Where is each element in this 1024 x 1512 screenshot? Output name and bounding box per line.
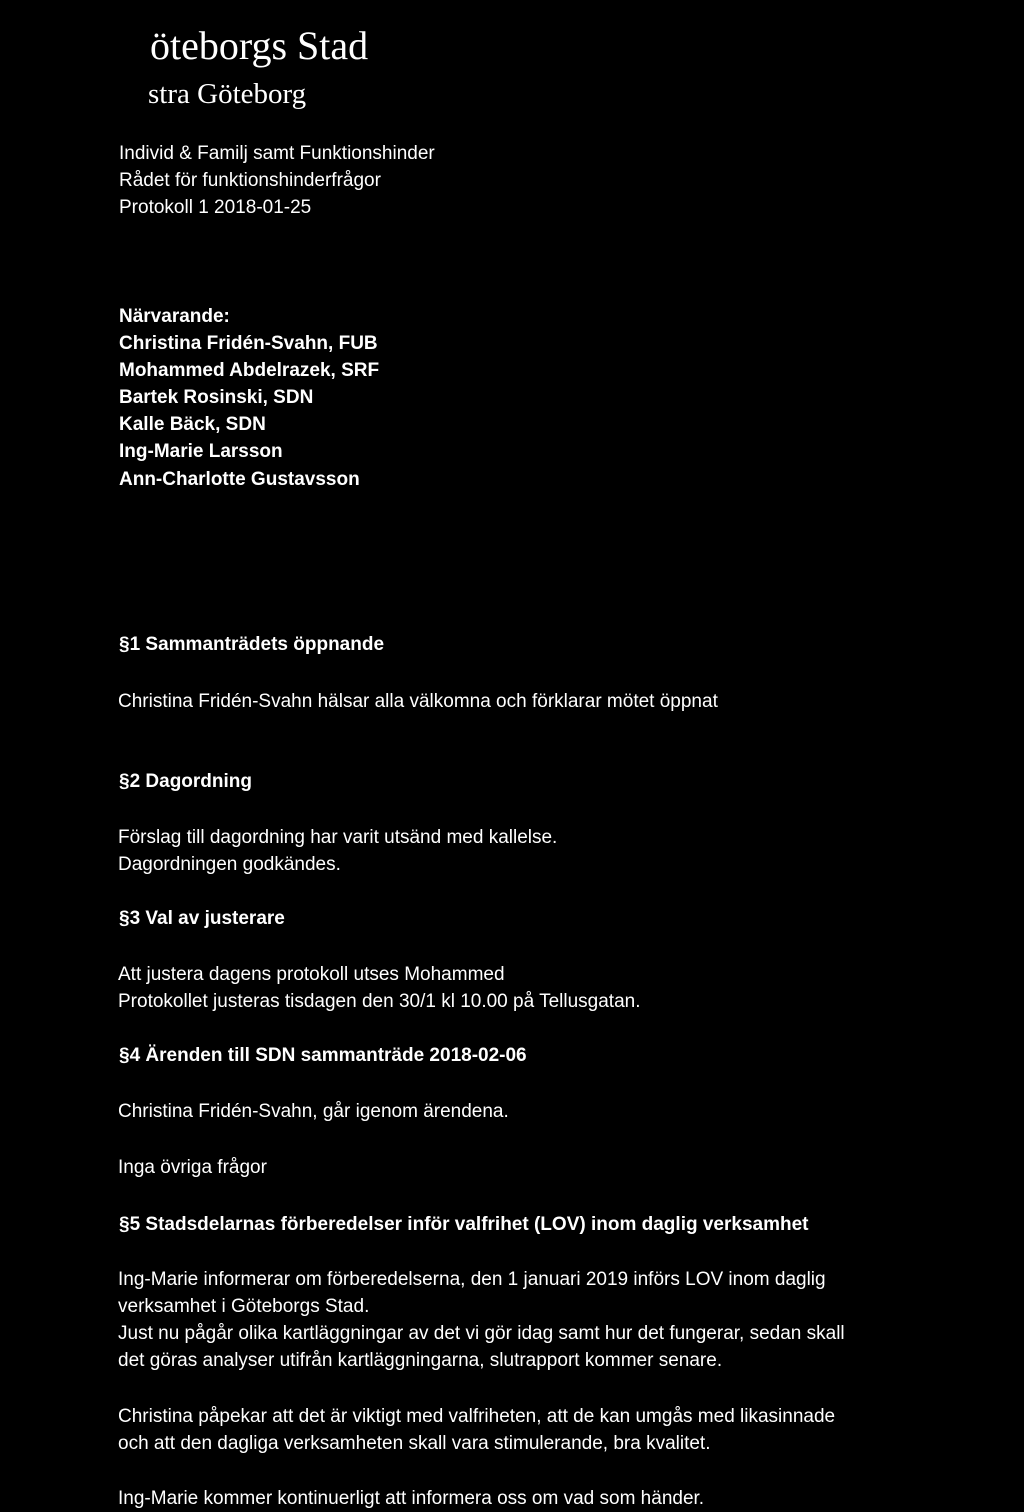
attendees-heading: Närvarande: — [119, 306, 230, 327]
logo-district-name: stra Göteborg — [148, 78, 307, 110]
section-3-text: Att justera dagens protokoll utses Mohammed — [118, 964, 505, 985]
section-1-text: Christina Fridén-Svahn hälsar alla välkomna och förklarar mötet öppnat — [118, 691, 718, 712]
section-5-text: det göras analyser utifrån kartläggningarna, slutrapport kommer senare. — [118, 1350, 723, 1371]
section-3-heading: §3 Val av justerare — [119, 908, 285, 929]
attendee-item: Christina Fridén-Svahn, FUB — [119, 333, 378, 354]
logo-city-name: öteborgs Stad — [150, 23, 369, 68]
section-5-text: Ing-Marie informerar om förberedelserna, den 1 januari 2019 införs LOV inom daglig — [118, 1269, 826, 1290]
section-2-heading: §2 Dagordning — [119, 771, 253, 792]
section-1-heading: §1 Sammanträdets öppnande — [119, 634, 385, 655]
attendee-item: Ing-Marie Larsson — [119, 441, 283, 462]
attendee-item: Mohammed Abdelrazek, SRF — [119, 360, 380, 381]
section-4-text: Inga övriga frågor — [118, 1157, 267, 1178]
section-2-text: Förslag till dagordning har varit utsänd med kallelse. — [118, 827, 558, 848]
attendee-item: Kalle Bäck, SDN — [119, 414, 266, 435]
section-5-heading: §5 Stadsdelarnas förberedelser inför valfrihet (LOV) inom daglig verksamhet — [119, 1214, 809, 1235]
attendee-item: Ann-Charlotte Gustavsson — [119, 469, 360, 490]
department-title: Individ & Familj samt Funktionshinder — [119, 143, 435, 164]
section-4-text: Christina Fridén-Svahn, går igenom ärendena. — [118, 1101, 509, 1122]
section-3-text: Protokollet justeras tisdagen den 30/1 kl 10.00 på Tellusgatan. — [118, 991, 641, 1012]
section-5-text: Just nu pågår olika kartläggningar av det vi gör idag samt hur det fungerar, sedan skall — [118, 1323, 845, 1344]
section-5-text: verksamhet i Göteborgs Stad. — [118, 1296, 370, 1317]
section-5-text: Ing-Marie kommer kontinuerligt att informera oss om vad som händer. — [118, 1488, 705, 1509]
section-4-heading: §4 Ärenden till SDN sammanträde 2018-02-06 — [119, 1045, 527, 1066]
section-2-text: Dagordningen godkändes. — [118, 854, 341, 875]
attendee-item: Bartek Rosinski, SDN — [119, 387, 314, 408]
council-title: Rådet för funktionshinderfrågor — [119, 170, 381, 191]
protocol-title: Protokoll 1 2018-01-25 — [119, 197, 312, 218]
section-5-text: och att den dagliga verksamheten skall vara stimulerande, bra kvalitet. — [118, 1433, 711, 1454]
section-5-text: Christina påpekar att det är viktigt med valfriheten, att de kan umgås med likasinnade — [118, 1406, 836, 1427]
